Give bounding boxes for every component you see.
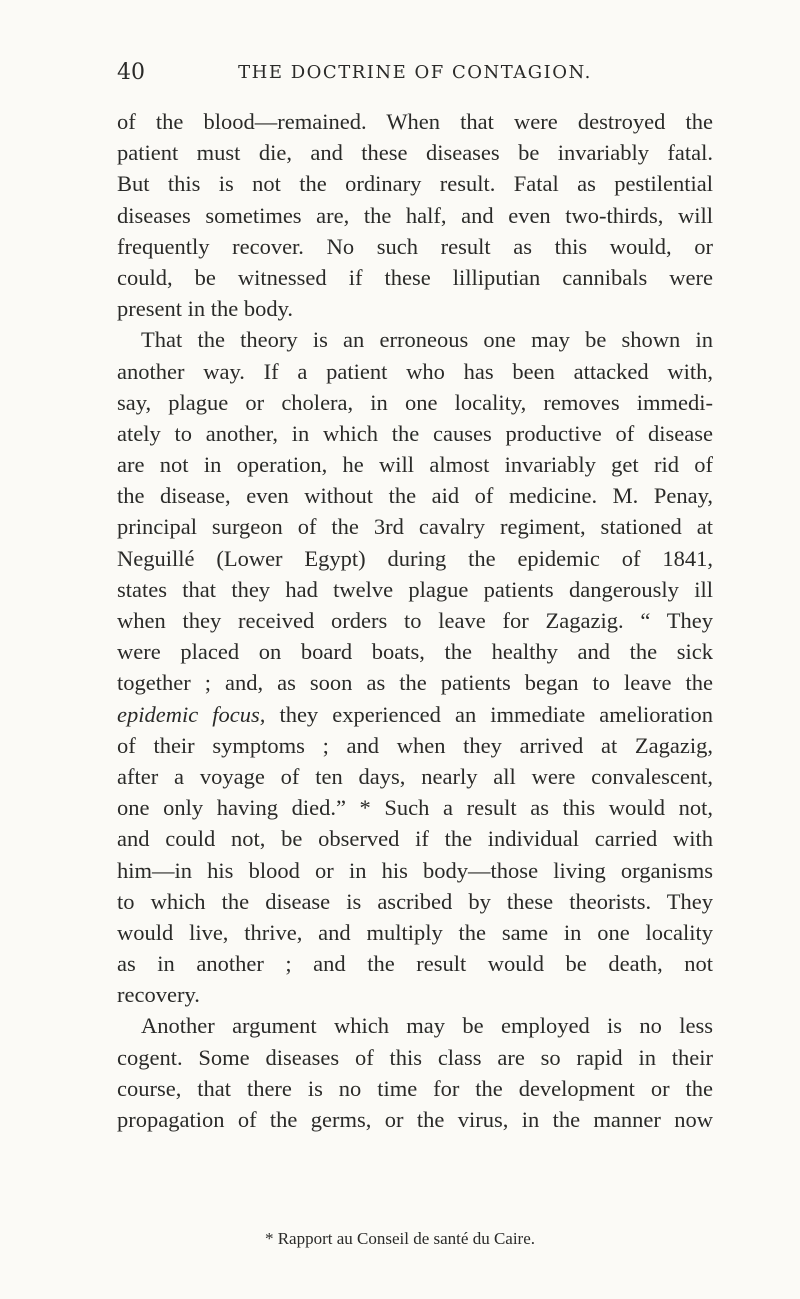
running-title: THE DOCTRINE OF CONTAGION. [238, 62, 592, 83]
text-line: another way. If a patient who has been attacked with, [117, 358, 713, 384]
text-line: Another argument which may be employed is no less [141, 1013, 713, 1039]
text-line: Neguillé (Lower Egypt) during the epidemic of 1841, [117, 545, 713, 571]
body-text [117, 106, 713, 1135]
text-line: of the blood—remained. When that were destroyed the [117, 109, 713, 134]
text-line: could, be witnessed if these lilliputian cannibals were [117, 264, 713, 290]
text-line: were placed on board boats, the healthy and the sick [117, 639, 713, 665]
text-line: patient must die, and these diseases be invariably fatal. [117, 140, 713, 166]
text-line: diseases sometimes are, the half, and even two-thirds, will [117, 202, 713, 228]
text-line: frequently recover. No such result as this would, or [117, 233, 713, 259]
page-number: 40 [117, 60, 145, 85]
text-line: states that they had twelve plague patients dangerously ill [117, 576, 713, 602]
text-line: to which the disease is ascribed by these theorists. They [117, 888, 713, 914]
text-line: as in another ; and the result would be death, not [117, 951, 713, 977]
text-line: the disease, even without the aid of medicine. M. Penay, [117, 483, 713, 509]
text-line: together ; and, as soon as the patients began to leave the [117, 670, 713, 696]
text-line: and could not, be observed if the individual carried with [117, 826, 713, 852]
text-line: are not in operation, he will almost invariably get rid of [117, 452, 713, 478]
text-line-italic-lead: epidemic focus, they experienced an immediate amelioration [117, 701, 713, 727]
text-line: of their symptoms ; and when they arrived at Zagazig, [117, 732, 713, 758]
text-line: present in the body. [117, 296, 294, 322]
text-line: course, that there is no time for the development or the [117, 1075, 713, 1101]
text-line: principal surgeon of the 3rd cavalry regiment, stationed at [117, 514, 713, 540]
text-line: That the theory is an erroneous one may be shown in [141, 327, 713, 353]
text-line: would live, thrive, and multiply the same in one locality [117, 919, 713, 945]
text-line: when they received orders to leave for Zagazig. “ They [117, 608, 713, 633]
text-line: But this is not the ordinary result. Fatal as pestilential [117, 171, 713, 197]
text-line: one only having died.” * Such a result as this would not, [117, 795, 713, 821]
text-line: recovery. [117, 982, 200, 1008]
text-line: say, plague or cholera, in one locality, removes immedi- [117, 389, 713, 415]
running-head [117, 60, 713, 90]
text-line: propagation of the germs, or the virus, in the manner now [117, 1107, 713, 1132]
text-line: after a voyage of ten days, nearly all were convalescent, [117, 763, 713, 789]
footnote: * Rapport au Conseil de santé du Caire. [264, 1229, 536, 1248]
italic-phrase: epidemic focus, [117, 701, 266, 727]
text-line: ately to another, in which the causes productive of disease [117, 420, 713, 446]
text-line: him—in his blood or in his body—those living organisms [117, 857, 713, 883]
text-line: cogent. Some diseases of this class are so rapid in their [117, 1044, 713, 1070]
